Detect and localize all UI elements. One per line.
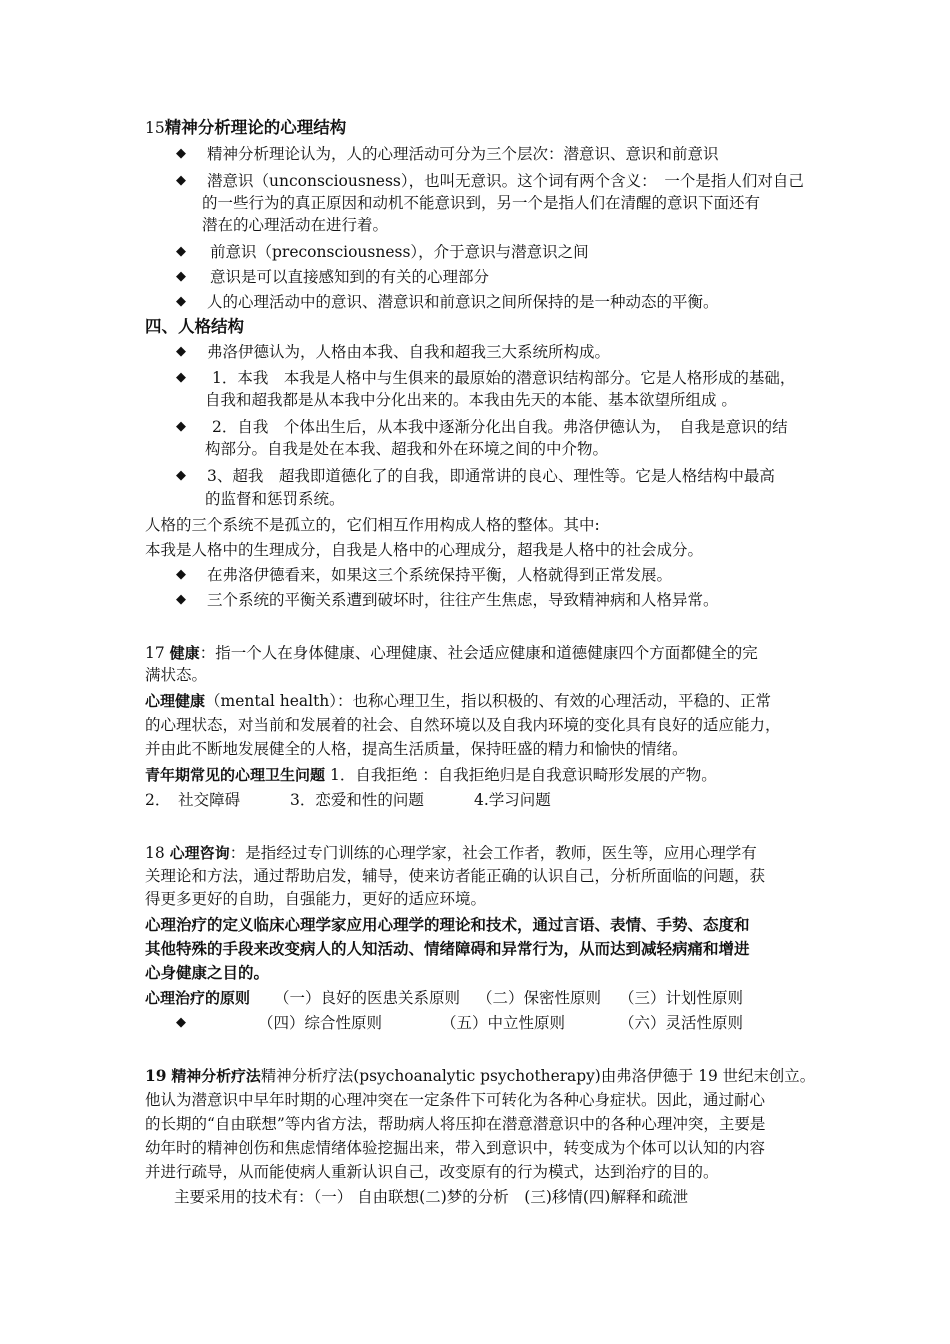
youth-problems-line: 青年期常见的心理卫生问题 1．自我拒绝 ：自我拒绝归是自我意识畸形发展的产物。	[145, 766, 717, 784]
section-18-line-1: 18 心理咨询：是指经过专门训练的心理学家，社会工作者，教师，医生等，应用心理学有	[145, 844, 757, 862]
bullet-text: 意识是可以直接感知到的有关的心理部分	[210, 268, 490, 286]
section-17-line-2: 满状态。	[145, 666, 208, 684]
bullet-icon: ◆	[176, 344, 186, 359]
bullet-text-cont: 的监督和惩罚系统。	[205, 490, 345, 508]
therapy-principle: （六）灵活性原则	[619, 1014, 744, 1032]
therapy-principle: （五）中立性原则	[441, 1014, 566, 1032]
mental-health-line-1: 心理健康（mental health）：也称心理卫生，指以积极的、有效的心理活动，平稳的、正常	[145, 692, 772, 710]
section-15-title: 精神分析理论的心理结构	[164, 118, 347, 137]
paragraph-line: 人格的三个系统不是孤立的，它们相互作用构成人格的整体。其中:	[145, 516, 600, 534]
section-19-line: 幼年时的精神创伤和焦虑情绪体验挖掘出来，带入到意识中，转变成为个体可以认知的内容	[145, 1139, 766, 1157]
bullet-icon: ◆	[176, 567, 186, 582]
term-counseling: 心理咨询	[169, 844, 230, 862]
mental-health-line-2: 的心理状态，对当前和发展着的社会、自然环境以及自我内环境的变化具有良好的适应能力，	[145, 716, 781, 734]
section-4-title: 四、人格结构	[145, 317, 244, 336]
bullet-text-cont: 潜在的心理活动在进行着。	[202, 216, 389, 234]
youth-problems-item: 2． 社交障碍	[145, 791, 241, 809]
section-15-heading: 15精神分析理论的心理结构	[145, 118, 347, 137]
section-19-line: 他认为潜意识中早年时期的心理冲突在一定条件下可转化为各种心身症状。因此，通过耐心	[145, 1091, 766, 1109]
section-18-line-2: 关理论和方法，通过帮助启发，辅导，使来访者能正确的认识自己，分析所面临的问题，获	[145, 867, 766, 885]
bullet-text: 前意识（preconsciousness），介于意识与潜意识之间	[210, 243, 589, 261]
bullet-icon: ◆	[176, 244, 186, 259]
bullet-icon: ◆	[176, 419, 186, 434]
term-mental-health: 心理健康	[145, 692, 206, 710]
bullet-text: 精神分析理论认为，人的心理活动可分为三个层次：潜意识、意识和前意识	[207, 145, 719, 163]
bullet-icon: ◆	[176, 173, 186, 188]
bullet-icon: ◆	[176, 1015, 186, 1030]
therapy-principles-line-1	[145, 987, 250, 1009]
section-18-line-3: 得更多更好的自助，自强能力，更好的适应环境。	[145, 890, 487, 908]
bullet-icon: ◆	[176, 146, 186, 161]
bullet-text: 潜意识（unconsciousness），也叫无意识。这个词有两个含义： 一个是指人们对自己	[207, 172, 804, 190]
therapy-principle: （三）计划性原则	[619, 989, 744, 1007]
therapy-principle: （一）良好的医患关系原则	[274, 989, 461, 1007]
term-therapy-principles: 心理治疗的原则	[145, 989, 251, 1007]
therapy-definition-line: 心理治疗的定义临床心理学家应用心理学的理论和技术，通过言语、表情、手势、态度和	[145, 915, 750, 934]
section-19-line: 的长期的“自由联想”等内省方法，帮助病人将压抑在潜意潜意识中的各种心理冲突，主要是	[145, 1115, 766, 1133]
bullet-icon: ◆	[176, 269, 186, 284]
bullet-text: 3、超我 超我即道德化了的自我，即通常讲的良心、理性等。它是人格结构中最高	[207, 467, 775, 485]
bullet-icon: ◆	[176, 294, 186, 309]
therapy-definition-line: 其他特殊的手段来改变病人的人知活动、情绪障碍和异常行为，从而达到减轻病痛和增进	[145, 939, 750, 958]
bullet-text: 在弗洛伊德看来，如果这三个系统保持平衡，人格就得到正常发展。	[207, 566, 673, 584]
term-psychoanalytic-therapy: 精神分析疗法	[171, 1067, 261, 1085]
section-19-line: 并进行疏导，从而能使病人重新认识自己，改变原有的行为模式，达到治疗的目的。	[145, 1163, 719, 1181]
youth-problems-item: 4.学习问题	[474, 791, 551, 809]
youth-problems-item: 3．恋爱和性的问题	[290, 791, 424, 809]
term-youth-problems: 青年期常见的心理卫生问题	[145, 766, 326, 784]
bullet-text: 1．本我 本我是人格中与生俱来的最原始的潜意识结构部分。它是人格形成的基础，	[212, 369, 796, 387]
bullet-text: 弗洛伊德认为，人格由本我、自我和超我三大系统所构成。	[207, 343, 611, 361]
bullet-text: 三个系统的平衡关系遭到破坏时，往往产生焦虑，导致精神病和人格异常。	[207, 591, 719, 609]
section-17-line-1: 17 健康：指一个人在身体健康、心理健康、社会适应健康和道德健康四个方面都健全的完	[145, 644, 758, 662]
therapy-definition-line: 心身健康之目的。	[145, 963, 270, 982]
techniques-line: 主要采用的技术有：（一） 自由联想(二)梦的分析 (三)移情(四)解释和疏泄	[174, 1188, 688, 1206]
bullet-text: 2．自我 个体出生后，从本我中逐渐分化出自我。弗洛伊德认为， 自我是意识的结	[212, 418, 788, 436]
bullet-text-cont: 自我和超我都是从本我中分化出来的。本我由先天的本能、基本欲望所组成 。	[205, 391, 737, 409]
paragraph-line: 本我是人格中的生理成分，自我是人格中的心理成分，超我是人格中的社会成分。	[145, 541, 704, 559]
bullet-icon: ◆	[176, 370, 186, 385]
section-19-line-1: 19 精神分析疗法精神分析疗法(psychoanalytic psychotherapy)由弗洛伊德于 19 世纪末创立。	[145, 1066, 816, 1085]
therapy-principle: （二）保密性原则	[477, 989, 602, 1007]
bullet-text: 人的心理活动中的意识、潜意识和前意识之间所保持的是一种动态的平衡。	[207, 293, 719, 311]
bullet-icon: ◆	[176, 468, 186, 483]
term-health: 健康	[169, 644, 200, 662]
therapy-principle: （四）综合性原则	[258, 1014, 383, 1032]
bullet-text-cont: 的一些行为的真正原因和动机不能意识到，另一个是指人们在清醒的意识下面还有	[202, 194, 761, 212]
bullet-text-cont: 构部分。自我是处在本我、超我和外在环境之间的中介物。	[205, 440, 609, 458]
mental-health-line-3: 并由此不断地发展健全的人格，提高生活质量，保持旺盛的精力和愉快的情绪。	[145, 740, 688, 758]
bullet-icon: ◆	[176, 592, 186, 607]
